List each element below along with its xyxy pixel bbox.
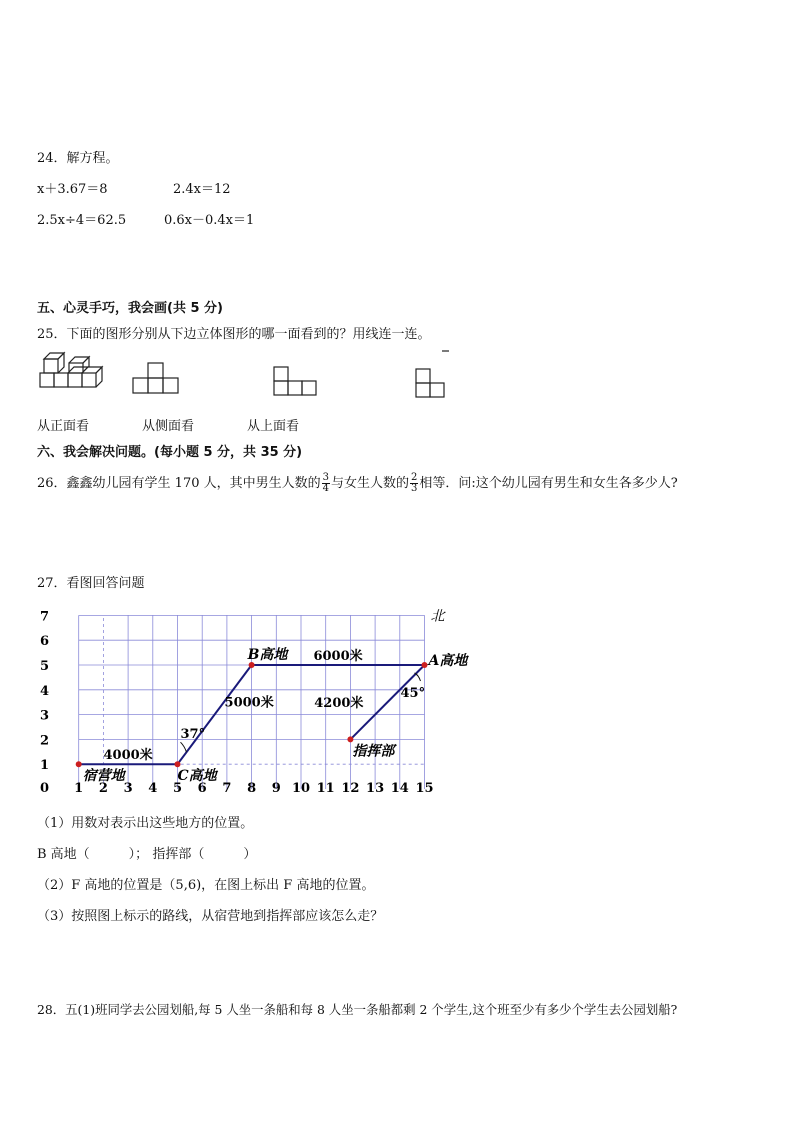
q24-title: 24．解方程。 — [37, 151, 119, 166]
x-tick-label: 15 — [415, 781, 434, 796]
x-tick-label: 5 — [172, 781, 183, 796]
x-tick-label: 2 — [98, 781, 108, 796]
q25-figures — [36, 345, 456, 405]
y-tick-label: 7 — [40, 609, 50, 625]
coordinate-map-chart — [0, 592, 500, 810]
q26-text — [37, 472, 678, 494]
x-tick-label: 12 — [341, 781, 360, 796]
q25-text: 25．下面的图形分别从下边立体图形的哪一面看到的？用线连一连。 — [37, 327, 431, 342]
q27-title: 27．看图回答问题 — [37, 576, 145, 591]
q28-text: 28．五(1)班同学去公园划船,每 5 人坐一条船和每 8 人坐一条船都剩 2 个学生,这个班至少有多少个学生去公园划船? — [37, 1002, 678, 1017]
origin-label: 0 — [40, 781, 50, 796]
q25-label-front: 从正面看 — [37, 419, 90, 434]
equation-2: 2.4x＝12 — [173, 182, 231, 197]
view-figure-2 — [274, 367, 316, 395]
location-point — [347, 736, 353, 742]
q26-part3: 相等．问:这个幼儿园有男生和女生各多少人? — [419, 476, 678, 491]
y-tick-label: 4 — [40, 683, 50, 699]
x-tick-label: 3 — [123, 781, 133, 796]
view-figure-1 — [133, 363, 178, 393]
q26-part1: 26．鑫鑫幼儿园有学生 170 人，其中男生人数的 — [37, 476, 321, 491]
y-tick-label: 1 — [40, 758, 50, 774]
q27-sub3: （3）按照图上标示的路线，从宿营地到指挥部应该怎么走？ — [37, 909, 384, 924]
x-tick-label: 7 — [222, 781, 232, 796]
view-figure-3 — [416, 351, 449, 397]
location-label: B高地 — [247, 647, 288, 663]
y-tick-label: 6 — [40, 634, 50, 650]
y-tick-label: 2 — [40, 733, 50, 749]
equation-4: 0.6x－0.4x＝1 — [164, 213, 255, 228]
segment-distance-label: 4200米 — [314, 696, 364, 712]
x-tick-label: 6 — [197, 781, 207, 796]
angle-label-37: 37° — [180, 727, 206, 743]
angle-arc-37 — [181, 742, 187, 752]
location-label: A高地 — [428, 653, 468, 669]
location-point — [76, 761, 82, 767]
q26-part2: 与女生人数的 — [331, 476, 410, 491]
q25-label-top: 从上面看 — [247, 419, 300, 434]
x-tick-label: 11 — [316, 781, 335, 796]
x-tick-label: 4 — [148, 781, 158, 796]
angle-label-45: 45° — [400, 686, 426, 701]
segment-distance-label: 4000米 — [103, 748, 153, 764]
x-tick-label: 1 — [74, 781, 84, 796]
y-tick-label: 5 — [40, 659, 50, 674]
x-tick-label: 14 — [390, 781, 409, 796]
x-tick-label: 8 — [247, 781, 257, 796]
location-label: 指挥部 — [352, 743, 395, 760]
fraction-3-4: $\frac{3}{4}$ — [322, 472, 329, 494]
section-6-title: 六、我会解决问题。(每小题 5 分，共 35 分) — [37, 445, 303, 460]
y-tick-label: 3 — [40, 708, 50, 724]
equation-1: x＋3.67＝8 — [37, 182, 108, 197]
north-label: 北 — [430, 608, 445, 625]
q27-sub1-answer-line: B 高地（ ）； 指挥部（ ） — [37, 847, 257, 862]
x-tick-label: 9 — [271, 781, 281, 796]
location-point — [175, 761, 181, 767]
segment-distance-label: 5000米 — [224, 695, 274, 711]
q27-sub1: （1）用数对表示出这些地方的位置。 — [37, 816, 254, 831]
cube-figure-3d — [40, 353, 102, 387]
x-tick-label: 13 — [366, 781, 385, 796]
chart-marks — [76, 646, 470, 784]
equation-3: 2.5x÷4＝62.5 — [37, 213, 127, 228]
x-tick-label: 10 — [291, 781, 311, 796]
location-point — [422, 662, 428, 668]
q27-sub2: （2）F 高地的位置是（5,6)，在图上标出 F 高地的位置。 — [37, 878, 375, 893]
fraction-2-3: $\frac{2}{3}$ — [411, 472, 418, 494]
section-5-title: 五、心灵手巧，我会画(共 5 分) — [37, 301, 223, 316]
location-label: 宿营地 — [82, 768, 125, 785]
q25-label-side: 从侧面看 — [142, 419, 195, 434]
segment-distance-label: 6000米 — [313, 649, 363, 664]
location-label: C高地 — [177, 768, 217, 785]
